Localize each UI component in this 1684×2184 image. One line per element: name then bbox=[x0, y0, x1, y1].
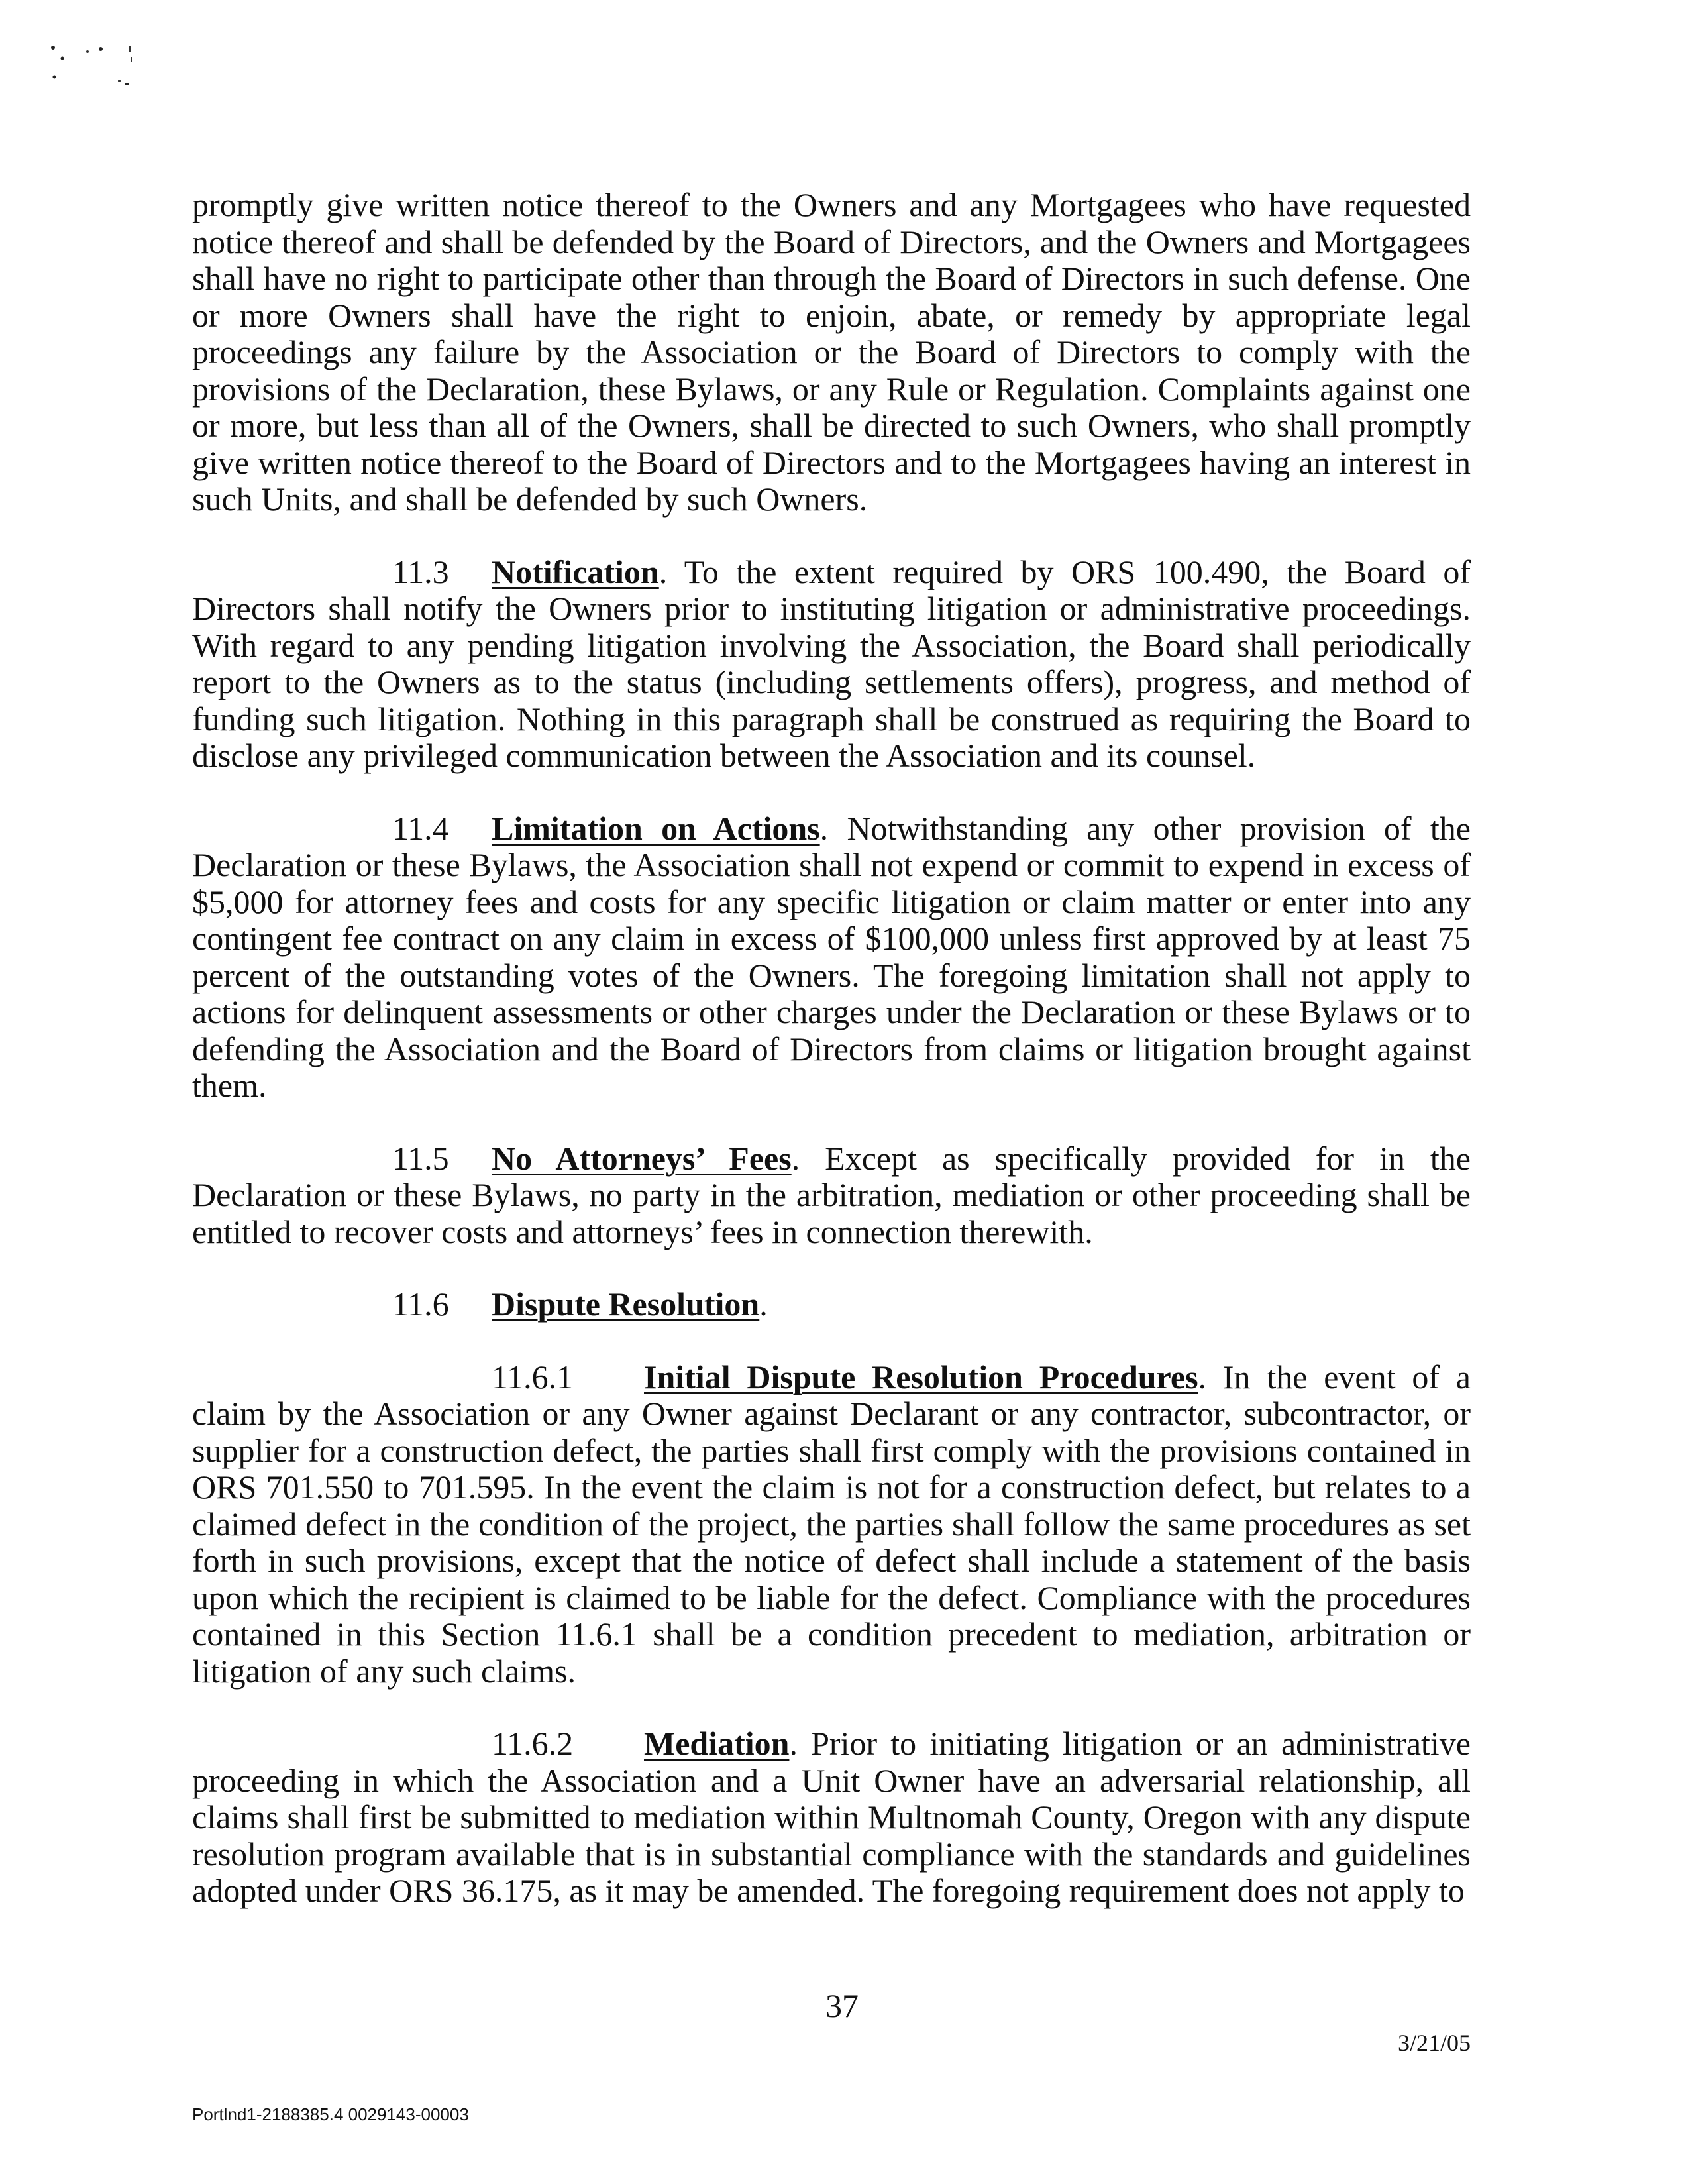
section-number: 11.5 bbox=[392, 1139, 449, 1177]
document-id: Portlnd1-2188385.4 0029143-00003 bbox=[192, 2104, 469, 2124]
section-11-4 bbox=[192, 810, 1471, 1105]
section-text: . bbox=[759, 1285, 768, 1323]
continuation-paragraph: promptly give written notice thereof to the Owners and any Mortgagees who have requested notice thereof and shall be defended by the Board of Directors, and the Owners and Mortgagees shall have no right to participate other than through the Board of Directors in such defense. One or more Owners shall have the right to enjoin, abate, or remedy by appropriate legal proceedings any failure by the Association or the Board of Directors to comply with the provisions of the Declaration, these Bylaws, or any Rule or Regulation. Complaints against one or more, but less than all of the Owners, shall be directed to such Owners, who shall promptly give written notice thereof to the Board of Directors and to the Mortgagees having an interest in such Units, and shall be defended by such Owners. bbox=[192, 186, 1471, 518]
section-number: 11.4 bbox=[392, 809, 449, 847]
section-text: . Notwithstanding any other provision of the Declaration or these Bylaws, the Association shall not expend or commit to expend in excess of $5,000 for attorney fees and costs for any specific litigation or claim matter or enter into any contingent fee contract on any claim in excess of $100,000 unless first approved by at least 75 percent of the outstanding votes of the Owners. The foregoing limitation shall not apply to actions for delinquent assessments or other charges under the Declaration or these Bylaws or to defending the Association and the Board of Directors from claims or litigation brought against them. bbox=[192, 809, 1471, 1104]
section-11-6-1 bbox=[192, 1359, 1471, 1690]
section-number: 11.6.2 bbox=[492, 1725, 574, 1762]
section-heading: Initial Dispute Resolution Procedures bbox=[644, 1358, 1198, 1395]
section-text: . To the extent required by ORS 100.490, the Board of Directors shall notify the Owners prior to instituting litigation or administrative proceedings. With regard to any pending litigation involving the Association, the Board shall periodically report to the Owners as to the status (including settlements offers), progress, and method of funding such litigation. Nothing in this paragraph shall be construed as requiring the Board to disclose any privileged communication between the Association and its counsel. bbox=[192, 553, 1471, 774]
section-heading: Dispute Resolution bbox=[492, 1285, 760, 1323]
section-11-3 bbox=[192, 554, 1471, 775]
section-text: . Prior to initiating litigation or an administrative proceeding in which the Association and a Unit Owner have an adversarial relationship, all claims shall first be submitted to mediation within Multnomah County, Oregon with any dispute resolution program available that is in substantial compliance with the standards and guidelines adopted under ORS 36.175, as it may be amended. The foregoing requirement does not apply to bbox=[192, 1725, 1471, 1909]
section-number: 11.6.1 bbox=[492, 1358, 574, 1395]
section-11-6-2 bbox=[192, 1725, 1471, 1910]
section-text: . Except as specifically provided for in the Declaration or these Bylaws, no party in the arbitration, mediation or other proceeding shall be entitled to recover costs and attorneys’ fees in connection therewith. bbox=[192, 1139, 1471, 1250]
section-heading: Mediation bbox=[644, 1725, 790, 1762]
section-number: 11.3 bbox=[392, 553, 449, 590]
page-number: 37 bbox=[825, 1987, 859, 2024]
section-text: . In the event of a claim by the Association or any Owner against Declarant or any contractor, subcontractor, or supplier for a construction defect, the parties shall first comply with the provisions contained in ORS 701.550 to 701.595. In the event the claim is not for a construction defect, but relates to a claimed defect in the condition of the project, the parties shall follow the same procedures as set forth in such provisions, except that the notice of defect shall include a statement of the basis upon which the recipient is claimed to be liable for the defect. Compliance with the procedures contained in this Section 11.6.1 shall be a condition precedent to mediation, arbitration or litigation of any such claims. bbox=[192, 1358, 1471, 1690]
scan-specks bbox=[46, 33, 205, 113]
section-11-6 bbox=[192, 1286, 1471, 1323]
body-text bbox=[192, 187, 1471, 1945]
date-stamp: 3/21/05 bbox=[1397, 2030, 1471, 2056]
section-heading: No Attorneys’ Fees bbox=[492, 1139, 792, 1177]
section-11-5 bbox=[192, 1140, 1471, 1251]
section-number: 11.6 bbox=[392, 1285, 449, 1323]
section-heading: Notification bbox=[492, 553, 659, 590]
section-heading: Limitation on Actions bbox=[492, 809, 820, 847]
